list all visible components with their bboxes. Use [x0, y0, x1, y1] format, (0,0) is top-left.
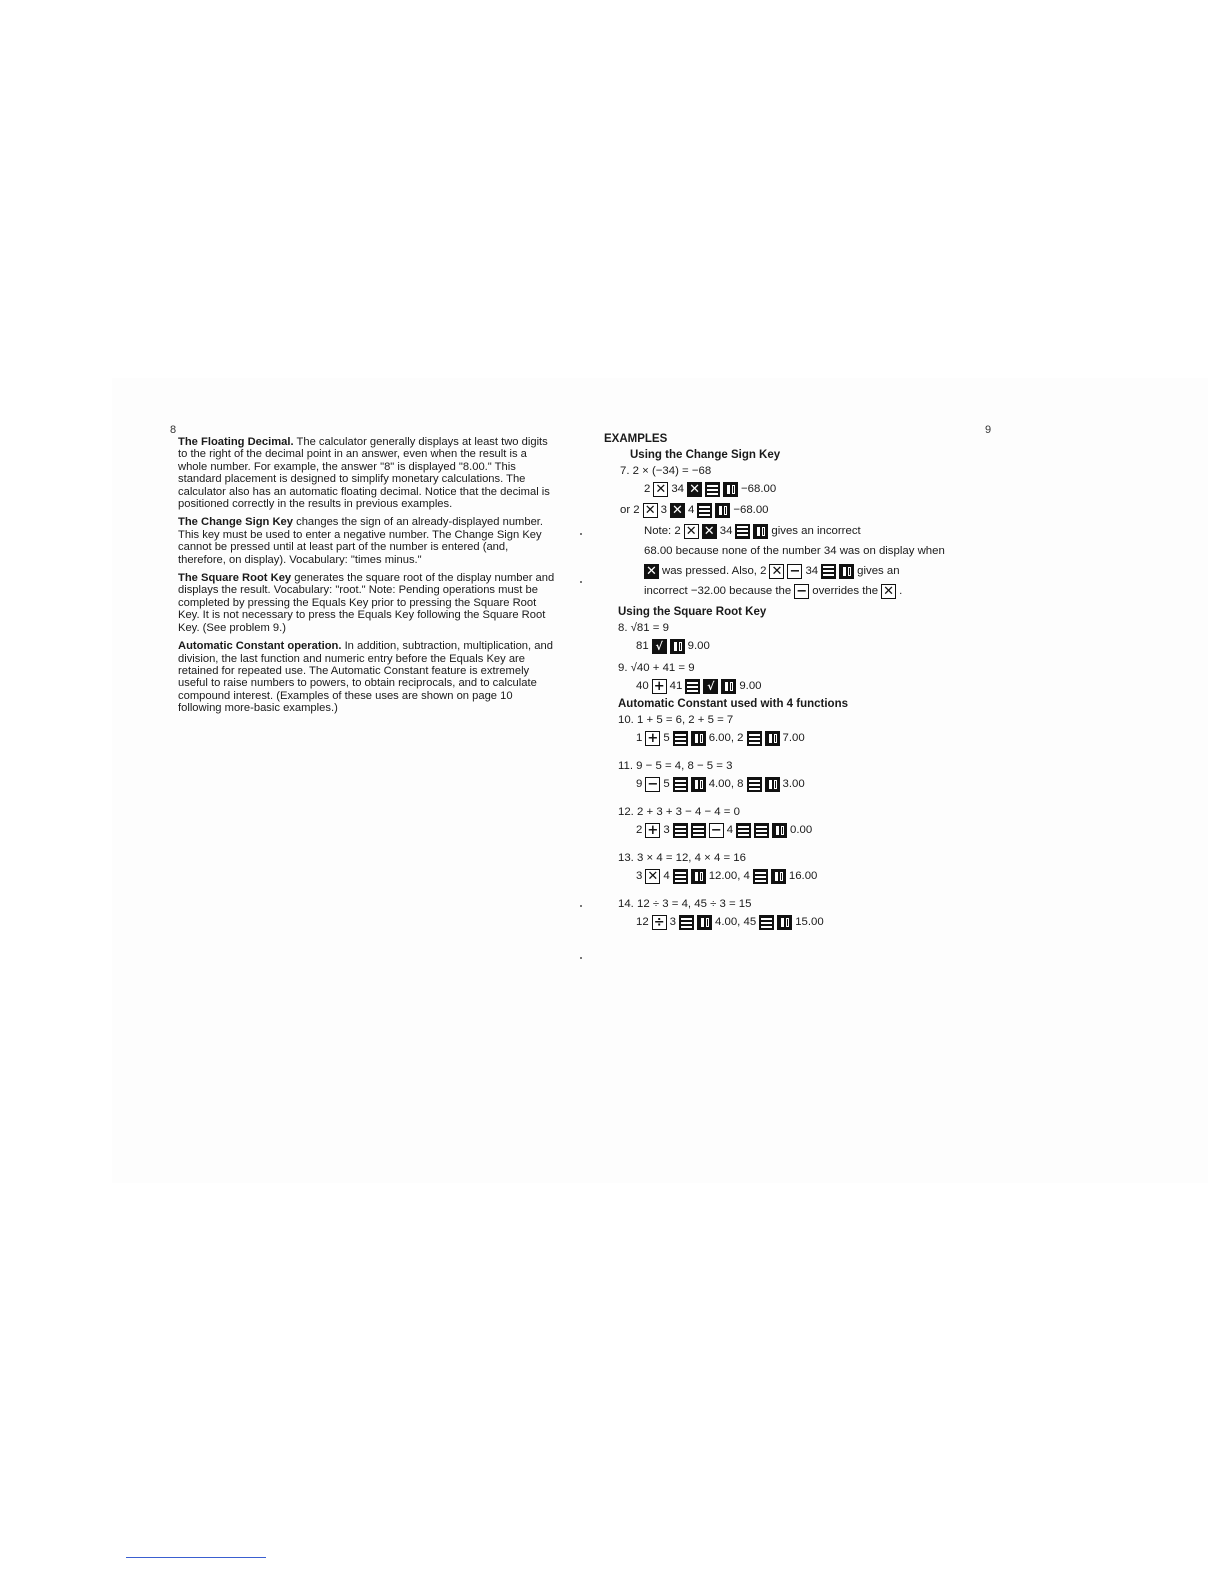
- link-underline: [126, 1557, 266, 1558]
- seq-text: 2: [636, 824, 643, 836]
- change-sign-key-icon: ✕: [644, 564, 659, 579]
- floating-decimal-title: The Floating Decimal.: [178, 436, 294, 448]
- equals-key-icon: [685, 679, 700, 694]
- scan-mark: [580, 533, 582, 535]
- note-text: was pressed. Also, 2: [662, 564, 767, 577]
- display-key-icon: [721, 679, 736, 694]
- note-text: 34: [805, 564, 819, 577]
- divide-key-icon: ÷: [652, 915, 667, 930]
- example-11: [604, 760, 974, 794]
- note-line-1: [644, 522, 974, 540]
- seq-text: 4.00, 8: [708, 778, 744, 790]
- example-7-sequence: [644, 480, 974, 499]
- example-13-equation: 13. 3 × 4 = 12, 4 × 4 = 16: [618, 852, 746, 864]
- seq-text: 5: [663, 732, 670, 744]
- seq-text: 9.00: [739, 680, 762, 692]
- square-root-key-icon: √: [703, 679, 718, 694]
- floating-decimal-body: The calculator generally displays at least two digits to the right of the decimal point in an answer, even when the result is a whole number. For example, the answer "8" is displayed "8.00." This standard placement is designed to simplify monetary calculations. The calculator also has an automatic floating decimal. Notice that the decimal is positioned correctly in the results in previous examples.: [178, 436, 550, 511]
- times-key-icon: ✕: [643, 503, 658, 518]
- minus-key-icon: −: [645, 777, 660, 792]
- note-line-2: [644, 542, 974, 560]
- seq-text: 16.00: [788, 870, 818, 882]
- seq-text: 3: [636, 870, 643, 882]
- seq-text: 15.00: [795, 916, 824, 928]
- example-7-equation: 7. 2 × (−34) = −68: [620, 465, 712, 477]
- note-line-3: [644, 562, 974, 580]
- equals-key-icon: [747, 777, 762, 792]
- note-text: incorrect −32.00 because the: [644, 584, 792, 597]
- seq-text: 0.00: [790, 824, 813, 836]
- example-9-equation: 9. √40 + 41 = 9: [618, 662, 695, 674]
- equals-key-icon: [679, 915, 694, 930]
- page-number-left: 8: [170, 424, 177, 436]
- example-14-equation: 14. 12 ÷ 3 = 4, 45 ÷ 3 = 15: [618, 898, 752, 910]
- seq-text: 3: [669, 916, 677, 928]
- note-text: .: [899, 584, 903, 597]
- change-sign-title: The Change Sign Key: [178, 516, 293, 529]
- display-key-icon: [772, 823, 787, 838]
- seq-text: 2: [644, 483, 651, 495]
- example-12-equation: 12. 2 + 3 + 3 − 4 − 4 = 0: [618, 806, 740, 818]
- seq-text: 4: [726, 824, 734, 836]
- square-root-title: The Square Root Key: [178, 572, 292, 585]
- example-14: [604, 898, 974, 932]
- plus-key-icon: +: [645, 823, 660, 838]
- note-line-4: [644, 582, 974, 600]
- equals-key-icon: [753, 869, 768, 884]
- plus-key-icon: +: [645, 731, 660, 746]
- example-11-sequence: [636, 775, 974, 794]
- seq-text: 4: [687, 504, 695, 516]
- times-key-icon: ✕: [881, 584, 896, 599]
- change-sign-body: changes the sign of an already-displayed number. This key must be used to enter a negative number. The Change Sign Key cannot be pressed until at least part of the number is entered (and, therefore, on display). Vocabulary: "times minus.": [178, 516, 544, 566]
- example-12: [604, 806, 974, 840]
- minus-key-icon: −: [794, 584, 809, 599]
- change-sign-key-icon: ✕: [702, 524, 717, 539]
- seq-text: 41: [669, 680, 683, 692]
- equals-key-icon: [673, 731, 688, 746]
- times-key-icon: ✕: [653, 482, 668, 497]
- plus-key-icon: +: [652, 679, 667, 694]
- note-text: 34: [719, 524, 733, 537]
- equals-key-icon: [747, 731, 762, 746]
- right-page-examples: [604, 433, 974, 944]
- equals-key-icon: [673, 777, 688, 792]
- note-text: gives an: [857, 564, 900, 577]
- example-11-equation: 11. 9 − 5 = 4, 8 − 5 = 3: [618, 760, 733, 772]
- scan-mark: [580, 957, 582, 959]
- display-key-icon: [777, 915, 792, 930]
- seq-text: −68.00: [733, 504, 769, 516]
- seq-text: 40: [636, 680, 649, 692]
- seq-text: 3: [663, 824, 670, 836]
- equals-key-icon: [705, 482, 720, 497]
- floating-decimal-paragraph: [178, 436, 558, 510]
- seq-text: 7.00: [782, 732, 805, 744]
- display-key-icon: [753, 524, 768, 539]
- seq-text: 9: [636, 778, 643, 790]
- seq-text: 3: [660, 504, 667, 516]
- display-key-icon: [715, 503, 730, 518]
- times-key-icon: ✕: [645, 869, 660, 884]
- change-sign-subheading: Using the Change Sign Key: [630, 449, 781, 461]
- example-7-alt-sequence: [620, 501, 974, 520]
- seq-text: −68.00: [741, 483, 777, 495]
- change-sign-key-icon: ✕: [687, 482, 702, 497]
- times-key-icon: ✕: [769, 564, 784, 579]
- example-13: [604, 852, 974, 886]
- change-sign-key-icon: ✕: [670, 503, 685, 518]
- display-key-icon: [765, 777, 780, 792]
- seq-text: 12.00, 4: [708, 870, 750, 882]
- scan-mark: [580, 581, 582, 583]
- display-key-icon: [839, 564, 854, 579]
- change-sign-paragraph: [178, 516, 558, 566]
- example-10-sequence: [636, 729, 974, 748]
- square-root-key-icon: √: [652, 639, 667, 654]
- note-text: overrides the: [812, 584, 879, 597]
- seq-text: 34: [671, 483, 685, 495]
- seq-text: 3.00: [782, 778, 805, 790]
- note-text: Note: 2: [644, 524, 681, 537]
- page-number-right: 9: [985, 424, 992, 436]
- square-root-paragraph: [178, 572, 558, 634]
- seq-text: 12: [636, 916, 649, 928]
- equals-key-icon: [691, 823, 706, 838]
- minus-key-icon: −: [787, 564, 802, 579]
- example-10-equation: 10. 1 + 5 = 6, 2 + 5 = 7: [618, 714, 734, 726]
- display-key-icon: [697, 915, 712, 930]
- display-key-icon: [670, 639, 685, 654]
- equals-key-icon: [735, 524, 750, 539]
- auto-constant-paragraph: [178, 640, 558, 714]
- square-root-subheading: Using the Square Root Key: [618, 606, 767, 618]
- display-key-icon: [691, 777, 706, 792]
- left-page-text: [178, 436, 558, 721]
- equals-key-icon: [736, 823, 751, 838]
- display-key-icon: [691, 731, 706, 746]
- example-13-sequence: [636, 867, 974, 886]
- equals-key-icon: [759, 915, 774, 930]
- example-10: [604, 714, 974, 748]
- equals-key-icon: [754, 823, 769, 838]
- seq-text: 9.00: [687, 640, 710, 652]
- square-root-body: generates the square root of the display number and displays the result. Vocabulary: "root." Note: Pending operations must be completed by pressing the Equals Key prior to pressing the Square Root Key. It is not necessary to press the Equals Key following the Square Root Key. (See problem 9.): [178, 572, 555, 634]
- examples-heading: EXAMPLES: [604, 433, 668, 445]
- example-8-equation: 8. √81 = 9: [618, 622, 669, 634]
- scan-mark: [580, 905, 582, 907]
- display-key-icon: [765, 731, 780, 746]
- example-14-sequence: [636, 913, 974, 932]
- auto-constant-body: In addition, subtraction, multiplication, and division, the last function and numeric entry before the Equals Key are retained for repeated use. The Automatic Constant feature is extremely useful to raise numbers to powers, to obtain reciprocals, and to calculate compound interest. (Examples of these uses are shown on page 10 following more-basic examples.): [178, 640, 553, 715]
- note-text: gives an incorrect: [771, 524, 861, 537]
- seq-text: 1: [636, 732, 643, 744]
- seq-text: 4.00, 45: [715, 916, 757, 928]
- auto-constant-title: Automatic Constant operation.: [178, 640, 342, 653]
- display-key-icon: [771, 869, 786, 884]
- display-key-icon: [691, 869, 706, 884]
- times-key-icon: ✕: [684, 524, 699, 539]
- minus-key-icon: −: [709, 823, 724, 838]
- equals-key-icon: [821, 564, 836, 579]
- equals-key-icon: [673, 869, 688, 884]
- example-12-sequence: [636, 821, 974, 840]
- equals-key-icon: [673, 823, 688, 838]
- seq-text: or 2: [620, 504, 640, 516]
- seq-text: 81: [636, 640, 649, 652]
- seq-text: 5: [663, 778, 670, 790]
- display-key-icon: [723, 482, 738, 497]
- example-8-sequence: [636, 637, 974, 656]
- example-9-sequence: [636, 677, 974, 696]
- seq-text: 6.00, 2: [708, 732, 744, 744]
- auto-constant-subheading: Automatic Constant used with 4 functions: [618, 698, 849, 710]
- note-text: 68.00 because none of the number 34 was on display when: [644, 544, 945, 557]
- equals-key-icon: [697, 503, 712, 518]
- seq-text: 4: [663, 870, 670, 882]
